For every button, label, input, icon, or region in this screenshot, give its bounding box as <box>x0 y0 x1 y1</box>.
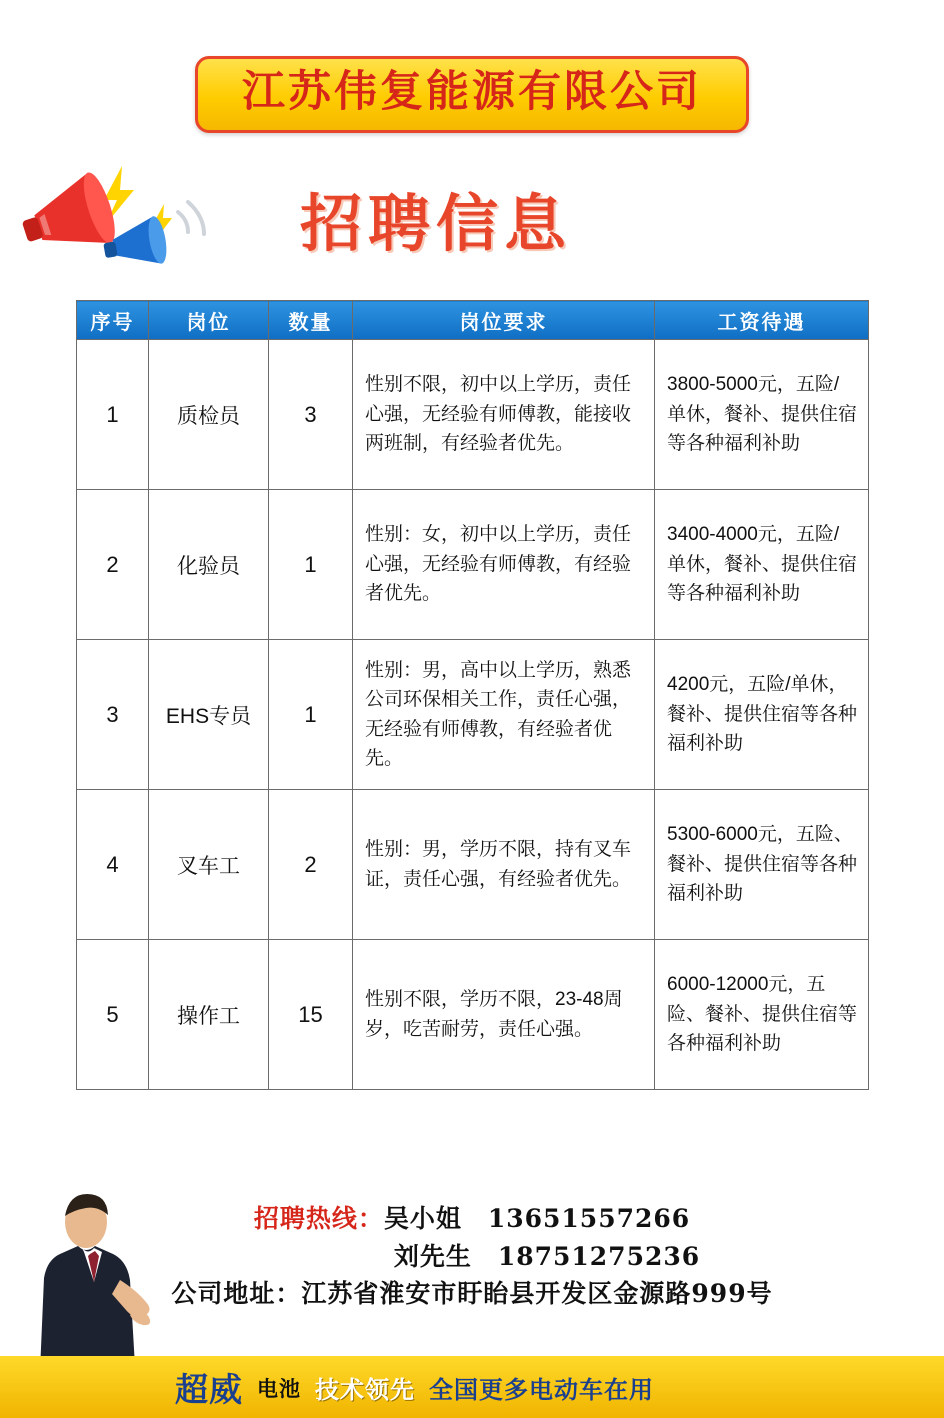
cell-salary: 3400-4000元，五险/单休，餐补、提供住宿等各种福利补助 <box>655 490 869 640</box>
col-header-post: 岗位 <box>149 301 269 340</box>
page-title: 招聘信息 <box>300 187 573 260</box>
cell-no: 5 <box>77 940 149 1090</box>
col-header-count: 数量 <box>269 301 353 340</box>
cell-post: 化验员 <box>149 490 269 640</box>
cell-no: 4 <box>77 790 149 940</box>
table-header-row <box>77 301 869 340</box>
cell-count: 1 <box>269 490 353 640</box>
cell-salary: 6000-12000元，五险、餐补、提供住宿等各种福利补助 <box>655 940 869 1090</box>
col-header-requirement: 岗位要求 <box>353 301 655 340</box>
cell-count: 15 <box>269 940 353 1090</box>
address-value: 江苏省淮安市盱眙县开发区金源路999号 <box>301 1279 773 1308</box>
ad-brand-sub: 电池 <box>257 1375 301 1401</box>
cell-post: 操作工 <box>149 940 269 1090</box>
company-name: 江苏伟复能源有限公司 <box>242 67 702 117</box>
poster-title-row <box>0 160 944 280</box>
cell-salary: 4200元，五险/单休，餐补、提供住宿等各种福利补助 <box>655 640 869 790</box>
table-row <box>77 640 869 790</box>
cell-requirement: 性别不限，初中以上学历，责任心强，无经验有师傅教，能接收两班制，有经验者优先。 <box>353 340 655 490</box>
col-header-salary: 工资待遇 <box>655 301 869 340</box>
cell-requirement: 性别：男，学历不限，持有叉车证，责任心强，有经验者优先。 <box>353 790 655 940</box>
hotline-contact-2: 刘先生 18751275236 <box>393 1241 701 1271</box>
cell-requirement: 性别：女，初中以上学历，责任心强，无经验有师傅教，有经验者优先。 <box>353 490 655 640</box>
table-row <box>77 340 869 490</box>
jobs-table-wrap <box>76 300 868 1090</box>
ad-slogan: 技术领先 <box>315 1375 415 1404</box>
cell-requirement: 性别不限，学历不限，23-48周岁，吃苦耐劳，责任心强。 <box>353 940 655 1090</box>
cell-count: 1 <box>269 640 353 790</box>
table-row <box>77 490 869 640</box>
address-label: 公司地址： <box>171 1279 302 1308</box>
cell-salary: 5300-6000元，五险、餐补、提供住宿等各种福利补助 <box>655 790 869 940</box>
cell-requirement: 性别：男，高中以上学历，熟悉公司环保相关工作，责任心强，无经验有师傅教，有经验者优先。 <box>353 640 655 790</box>
col-header-no: 序号 <box>77 301 149 340</box>
cell-no: 2 <box>77 490 149 640</box>
cell-no: 3 <box>77 640 149 790</box>
ad-slogan-2: 全国更多电动车在用 <box>429 1375 654 1404</box>
company-banner <box>0 56 944 133</box>
cell-count: 3 <box>269 340 353 490</box>
cell-salary: 3800-5000元，五险/单休，餐补、提供住宿等各种福利补助 <box>655 340 869 490</box>
jobs-table <box>76 300 869 1090</box>
cell-count: 2 <box>269 790 353 940</box>
ad-content <box>175 1364 654 1411</box>
table-row <box>77 790 869 940</box>
cell-post: 叉车工 <box>149 790 269 940</box>
cell-no: 1 <box>77 340 149 490</box>
hotline-contact-1: 吴小姐 13651557266 <box>383 1204 691 1233</box>
company-banner-box <box>195 56 749 133</box>
bottom-ad-bar <box>0 1356 944 1418</box>
hotline-label: 招聘热线： <box>253 1204 384 1233</box>
megaphone-icon <box>18 160 233 280</box>
ad-brand: 超威 <box>175 1370 243 1409</box>
table-row <box>77 940 869 1090</box>
cell-post: EHS专员 <box>149 640 269 790</box>
cell-post: 质检员 <box>149 340 269 490</box>
